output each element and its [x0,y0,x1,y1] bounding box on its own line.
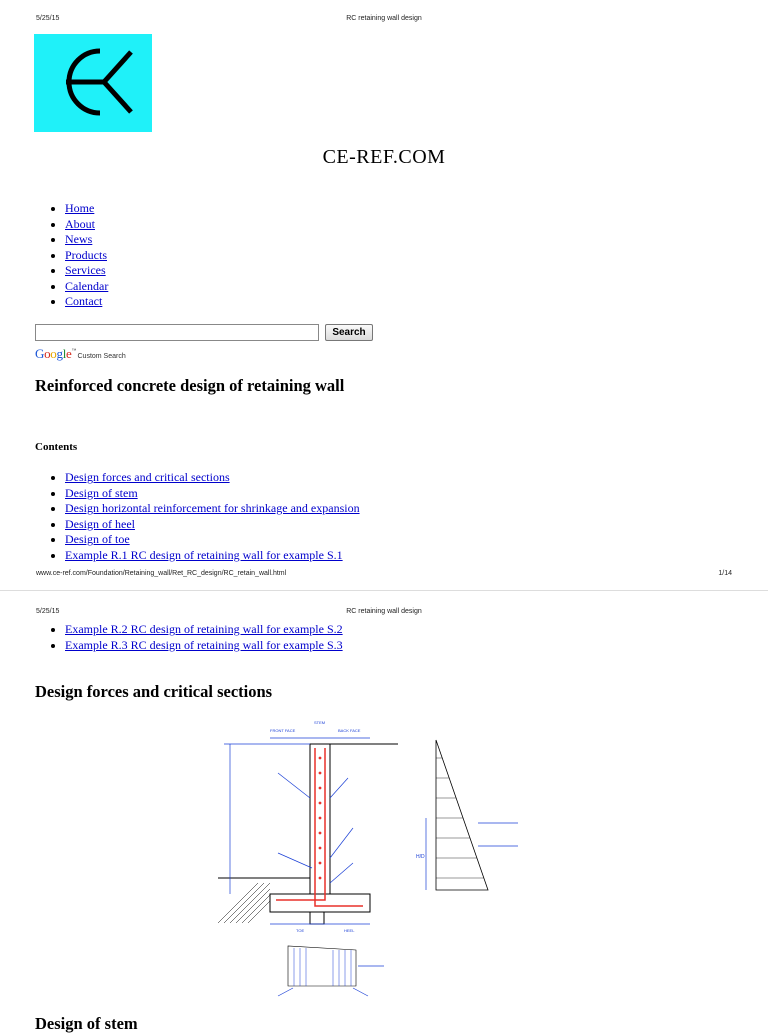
pdf-page-header-2 [36,608,732,620]
toc-link-design-stem[interactable]: Design of stem [65,485,138,500]
retaining-wall-diagram [158,718,598,1014]
site-name: CE-REF.COM [322,146,446,168]
nav-item-services [65,263,108,279]
nav-item-about [65,217,108,233]
label-heel: HEEL [344,928,355,933]
label-toe: TOE [296,928,305,933]
nav-link-calendar[interactable]: Calendar [65,278,109,293]
google-custom-search-brand [35,345,126,363]
article-title: Reinforced concrete design of retaining wall [35,376,345,395]
page-divider [0,590,768,591]
custom-search-label: Custom Search [77,353,126,360]
nav-link-products[interactable]: Products [65,247,107,262]
print-doc-title-2: RC retaining wall design [346,608,422,615]
nav-link-services[interactable]: Services [65,263,106,277]
toc-item [65,501,360,517]
toc-item [65,486,360,502]
toc-item [65,548,360,564]
search-input[interactable] [35,324,319,341]
main-nav [48,201,108,310]
google-logo: Google [35,346,72,361]
pdf-page-header [36,15,732,27]
toc-link-example-r1[interactable]: Example R.1 RC design of retaining wall for example S.1 [65,547,343,562]
toc-item [65,470,360,486]
nav-link-contact[interactable]: Contact [65,294,103,308]
ce-logo-icon [34,34,152,132]
toc-item [65,532,360,548]
site-logo[interactable] [34,34,152,132]
label-hd: H/D [416,854,425,860]
contents-heading: Contents [35,441,78,453]
print-url: www.ce-ref.com/Foundation/Retaining_wall/Ret_RC_design/RC_retain_wall.html [36,570,287,577]
toc-link-example-r3[interactable]: Example R.3 RC design of retaining wall for example S.3 [65,637,343,652]
nav-item-news [65,232,108,248]
nav-item-calendar [65,279,108,295]
print-date: 5/25/15 [36,15,60,22]
search-button[interactable]: Search [325,324,373,341]
section-heading-design-stem: Design of stem [35,1014,138,1033]
google-tm: ™ [71,348,77,354]
pdf-page-footer [36,570,732,582]
toc-list-page1 [48,470,360,563]
toc-item [65,517,360,533]
nav-link-news[interactable]: News [65,232,93,246]
section-heading-design-forces: Design forces and critical sections [35,682,273,701]
label-stem: STEM [314,720,326,725]
toc-item [65,638,343,654]
print-page-number: 1/14 [718,570,732,577]
toc-list-page2 [48,622,343,653]
nav-link-home[interactable]: Home [65,201,95,215]
toc-link-design-forces[interactable]: Design forces and critical sections [65,470,230,484]
nav-item-contact [65,294,108,310]
toc-link-example-r2[interactable]: Example R.2 RC design of retaining wall for example S.2 [65,622,343,636]
nav-item-products [65,248,108,264]
toc-link-horizontal-reinforcement[interactable]: Design horizontal reinforcement for shrinkage and expansion [65,501,360,515]
print-date-2: 5/25/15 [36,608,60,615]
label-front-face: FRONT FACE [270,728,296,733]
toc-link-design-heel[interactable]: Design of heel [65,516,135,531]
nav-item-home [65,201,108,217]
print-doc-title: RC retaining wall design [346,15,422,22]
label-back-face: BACK FACE [338,728,361,733]
toc-item [65,622,343,638]
toc-link-design-toe[interactable]: Design of toe [65,532,130,546]
nav-link-about[interactable]: About [65,216,95,231]
